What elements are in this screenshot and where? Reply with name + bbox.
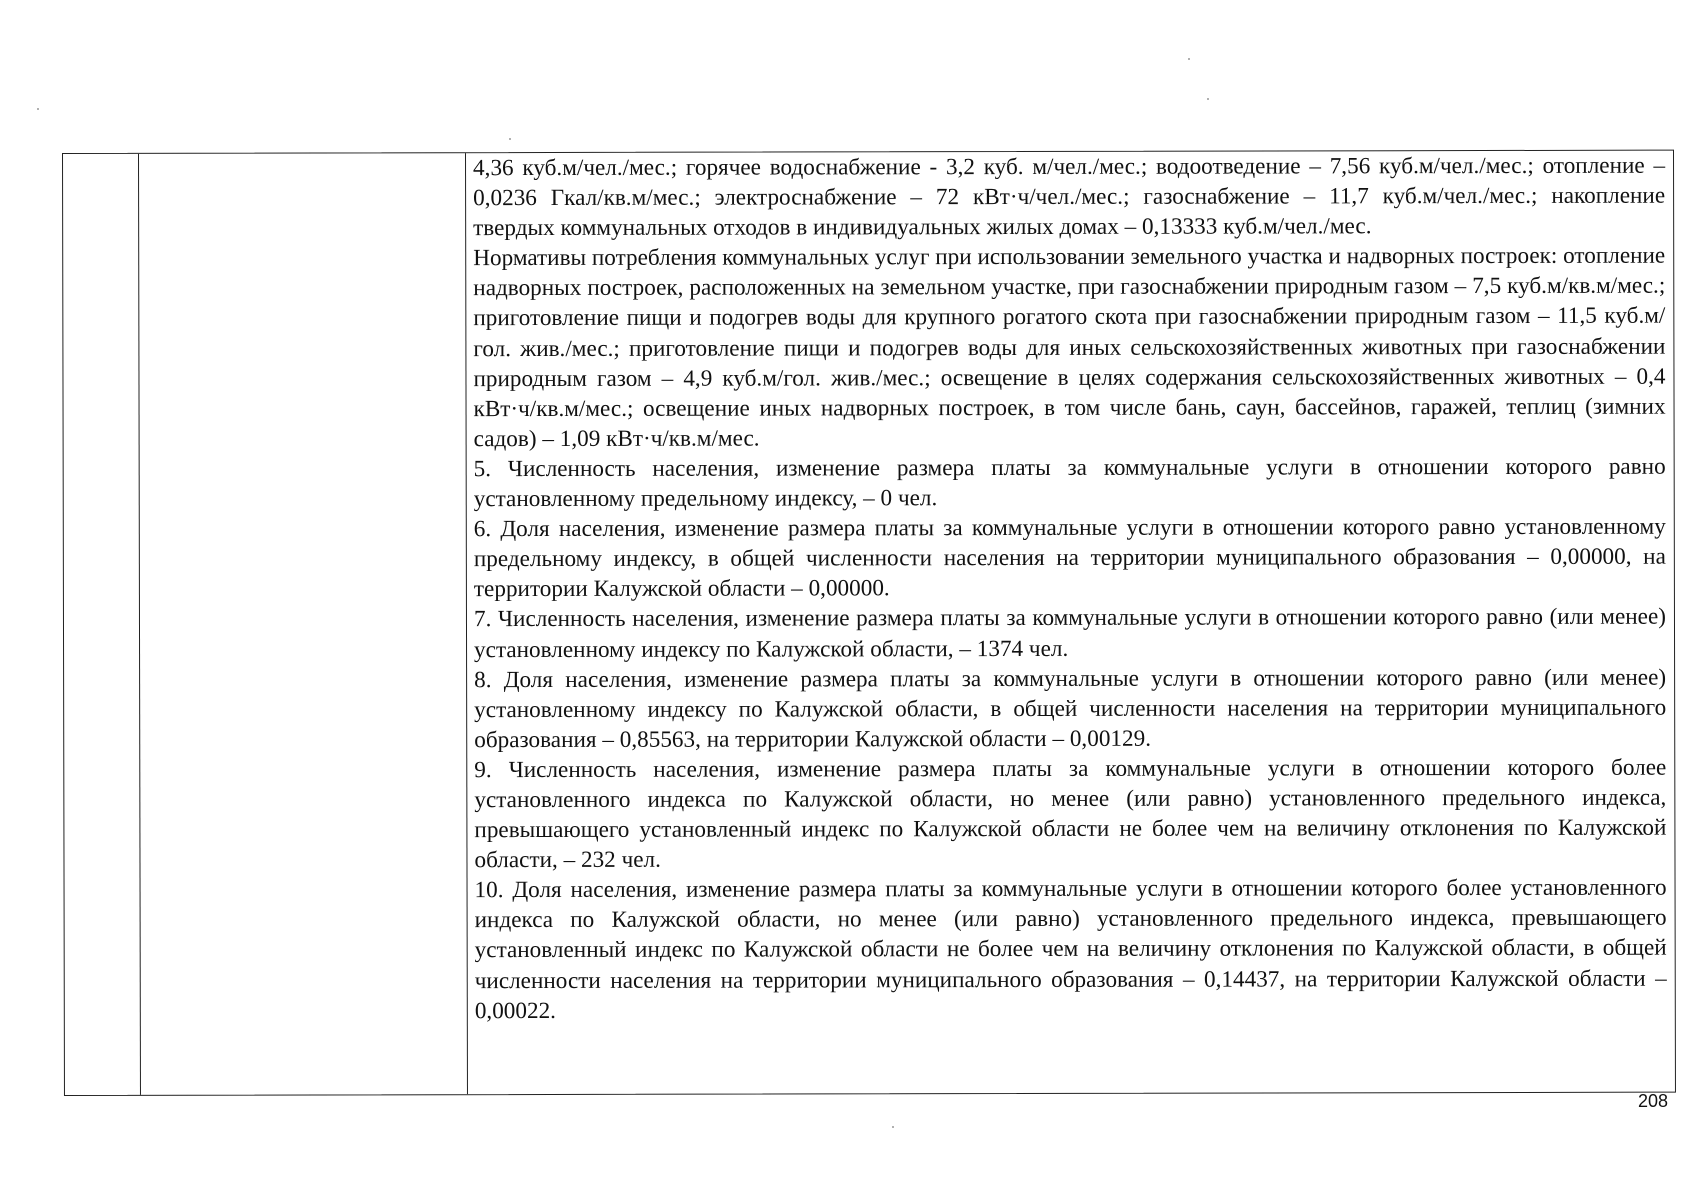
scan-speck	[509, 138, 511, 140]
table-cell-content	[473, 151, 1667, 1026]
paragraph-item-7: 7. Численность населения, изменение размера платы за коммунальные услуги в отношении которого равно (или менее) установленному индексу по Калужской области, – 1374 чел.	[473, 604, 1667, 663]
table-column-divider	[465, 153, 468, 1094]
paragraph-item-5: 5. Численность населения, изменение размера платы за коммунальные услуги в отношении которого равно установленному предельному индексу, – 0 чел.	[473, 453, 1666, 513]
paragraph-item-6: 6. Доля населения, изменение размера платы за коммунальные услуги в отношении которого равно установленному предельному индексу, в общей численности населения на территории муниципального образования – 0,00000, на территории Калужской области – 0,00000.	[473, 513, 1666, 603]
paragraph-norms-continuation: 4,36 куб.м/чел./мес.; горячее водоснабжение - 3,2 куб. м/чел./мес.; водоотведение – 7,56 куб.м/чел./мес.; отопление – 0,0236 Гкал/кв.м/мес.; электроснабжение – 72 кВт·ч/чел./мес.; газоснабжение – 11,7 куб.м/чел./мес.; накопление твердых коммунальных отходов в индивидуальных жилых домах – 0,13333 куб.м/чел./мес.	[473, 152, 1666, 242]
document-table	[62, 150, 1676, 1096]
page-number: 208	[1638, 1091, 1669, 1111]
paragraph-land-plot-norms: Нормативы потребления коммунальных услуг при использовании земельного участка и надворных построек: отопление надворных построек, расположенных на земельном участке, при газоснабжении природным газом – 7,5 куб.м/кв.м/мес.; приготовление пищи и подогрев воды для крупного рогатого скота при газоснабжении природным газом – 11,5 куб.м/гол. жив./мес.; приготовление пищи и подогрев воды для иных сельскохозяйственных животных при газоснабжении природным газом – 4,9 куб.м/гол. жив./мес.; освещение в целях содержания сельскохозяйственных животных – 0,4 кВт·ч/кв.м/мес.; освещение иных надворных построек, в том числе бань, саун, бассейнов, гаражей, теплиц (зимних садов) – 1,09 кВт·ч/кв.м/мес.	[473, 242, 1666, 452]
paragraph-item-10: 10. Доля населения, изменение размера платы за коммунальные услуги в отношении которого более установленного индекса по Калужской области, но менее (или равно) установленного предельного индекса, превышающего установленный индекс по Калужской области не более чем на величину отклонения по Калужской области, в общей численности населения на территории муниципального образования – 0,14437, на территории Калужской области – 0,00022.	[474, 874, 1667, 1024]
table-column-divider	[138, 154, 141, 1095]
paragraph-item-9: 9. Численность населения, изменение размера платы за коммунальные услуги в отношении которого более установленного индекса по Калужской области, но менее (или равно) установленного предельного индекса, превышающего установленный индекс по Калужской области не более чем на величину отклонения по Калужской области, – 232 чел.	[474, 754, 1667, 874]
paragraph-item-8: 8. Доля населения, изменение размера платы за коммунальные услуги в отношении которого равно (или менее) установленному индексу по Калужской области, в общей численности населения на территории муниципального образования – 0,85563, на территории Калужской области – 0,00129.	[474, 664, 1667, 753]
scan-speck	[1188, 58, 1190, 60]
scan-speck	[1207, 98, 1209, 100]
scan-speck	[37, 108, 39, 110]
scan-speck	[892, 1126, 894, 1128]
